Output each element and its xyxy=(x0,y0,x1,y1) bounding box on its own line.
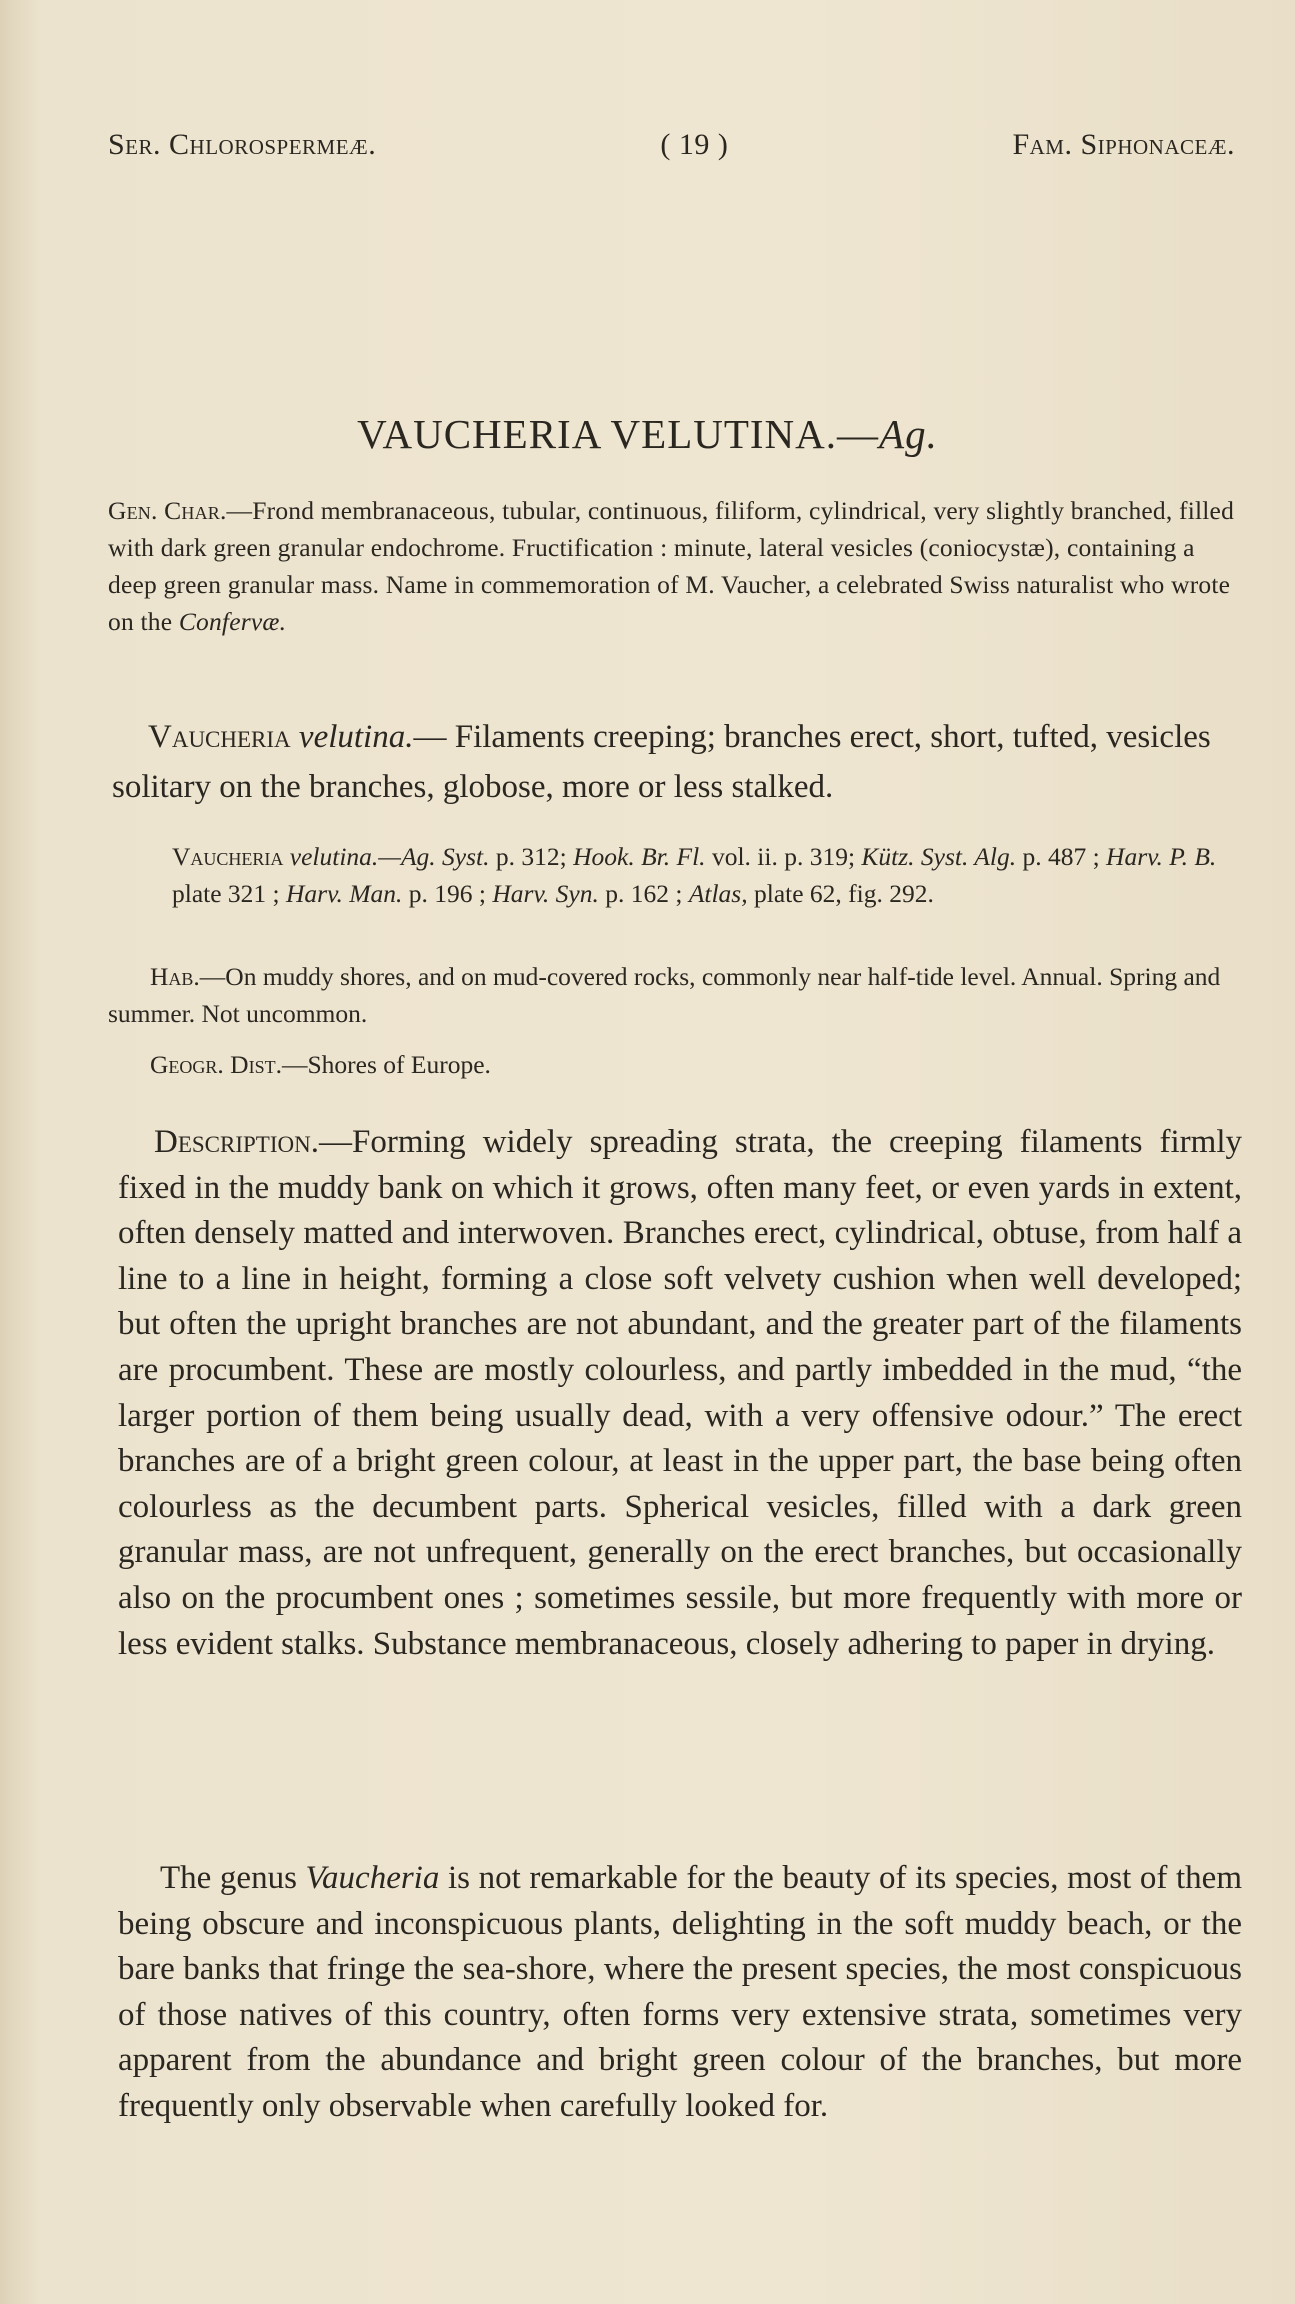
running-head-left: Ser. Chlorospermeæ. xyxy=(108,128,377,161)
diagnosis-genus: Vaucheria xyxy=(148,719,291,755)
species-title-authority: Ag. xyxy=(879,411,938,457)
reference-item: velutina.—Ag. Syst. xyxy=(289,842,490,871)
species-title xyxy=(0,410,1295,458)
gen-char-label: Gen. Char. xyxy=(108,496,227,525)
geogr-text: —Shores of Europe. xyxy=(281,1050,491,1079)
species-diagnosis xyxy=(112,712,1242,812)
gen-char-text: —Frond membranaceous, tubular, continuous, filiform, cylindrical, very slightly branched, filled with dark green granular endochrome. Fructification : minute, lateral vesicles (coniocystæ), containing a deep green granular mass. Name in commemoration of M. Vaucher, a celebrated Swiss naturalist who wrote on the xyxy=(108,496,1235,636)
reference-item: Harv. Syn. xyxy=(492,879,599,908)
running-head xyxy=(108,128,1235,162)
references: Vaucheria velutina.—Ag. Syst. p. 312; Hook. Br. Fl. vol. ii. p. 319; Kütz. Syst. Alg. p. 487 ; Harv. P. B. plate 321 ; Harv. Man. p. 196 ; Harv. Syn. p. 162 ; Atlas, plate 62, fig. 292. xyxy=(172,842,1217,908)
gen-char-italic: Confervæ. xyxy=(178,607,287,636)
description-text: —Forming widely spreading strata, the creeping filaments firmly fixed in the muddy bank on which it grows, often many feet, or even yards in extent, often densely matted and interwoven. Branches erect, cylindrical, obtuse, from half a line to a line in height, forming a close soft velvety cushion when well developed; but often the upright branches are not abundant, and the greater part of the filaments are procumbent. These are mostly colourless, and partly imbedded in the mud, “the larger portion of them being usually dead, with a very offensive odour.” The erect branches are of a bright green colour, at least in the upper part, the base being often colourless as the decumbent parts. Spherical vesicles, filled with a dark green granular mass, are not unfrequent, generally on the erect branches, but occasionally also on the procumbent ones ; sometimes sessile, but more frequently with more or less evident stalks. Substance membranaceous, closely adhering to paper in drying. xyxy=(118,1124,1242,1662)
reference-item: Hook. Br. Fl. xyxy=(573,842,706,871)
habitat xyxy=(108,958,1248,1032)
reference-item: Kütz. Syst. Alg. xyxy=(861,842,1017,871)
description-label: Description. xyxy=(154,1124,319,1160)
page-number: ( 19 ) xyxy=(660,128,729,161)
running-head-right: Fam. Siphonaceæ. xyxy=(1012,128,1235,161)
geogr-label: Geogr. Dist. xyxy=(150,1050,282,1079)
reference-item: Harv. P. B. xyxy=(1106,842,1217,871)
reference-item: Atlas, xyxy=(688,879,748,908)
diagnosis-text: — Filaments creeping; branches erect, short, tufted, vesicles solitary on the branches, globose, more or less stalked. xyxy=(112,719,1211,805)
genus-note-paragraph: The genus Vaucheria is not remarkable for the beauty of its species, most of them being obscure and inconspicuous plants, delighting in the soft muddy beach, or the bare banks that fringe the sea-shore, where the present species, the most conspicuous of those natives of this country, often forms very extensive strata, sometimes very apparent from the abundance and bright green colour of the branches, but more frequently only observable when carefully looked for. xyxy=(118,1860,1242,2124)
generic-character xyxy=(108,492,1238,640)
references-genus: Vaucheria xyxy=(172,842,284,871)
species-title-main: VAUCHERIA VELUTINA.— xyxy=(357,411,880,457)
geographic-distribution xyxy=(150,1046,1250,1083)
genus-note-italic: Vaucheria xyxy=(305,1860,440,1896)
habitat-label: Hab. xyxy=(150,962,200,991)
description-paragraph xyxy=(118,1120,1242,1667)
habitat-text: —On muddy shores, and on mud-covered rocks, commonly near half-tide level. Annual. Spring and summer. Not uncommon. xyxy=(108,962,1221,1028)
reference-item: Harv. Man. xyxy=(286,879,403,908)
diagnosis-species: velutina. xyxy=(298,719,414,755)
